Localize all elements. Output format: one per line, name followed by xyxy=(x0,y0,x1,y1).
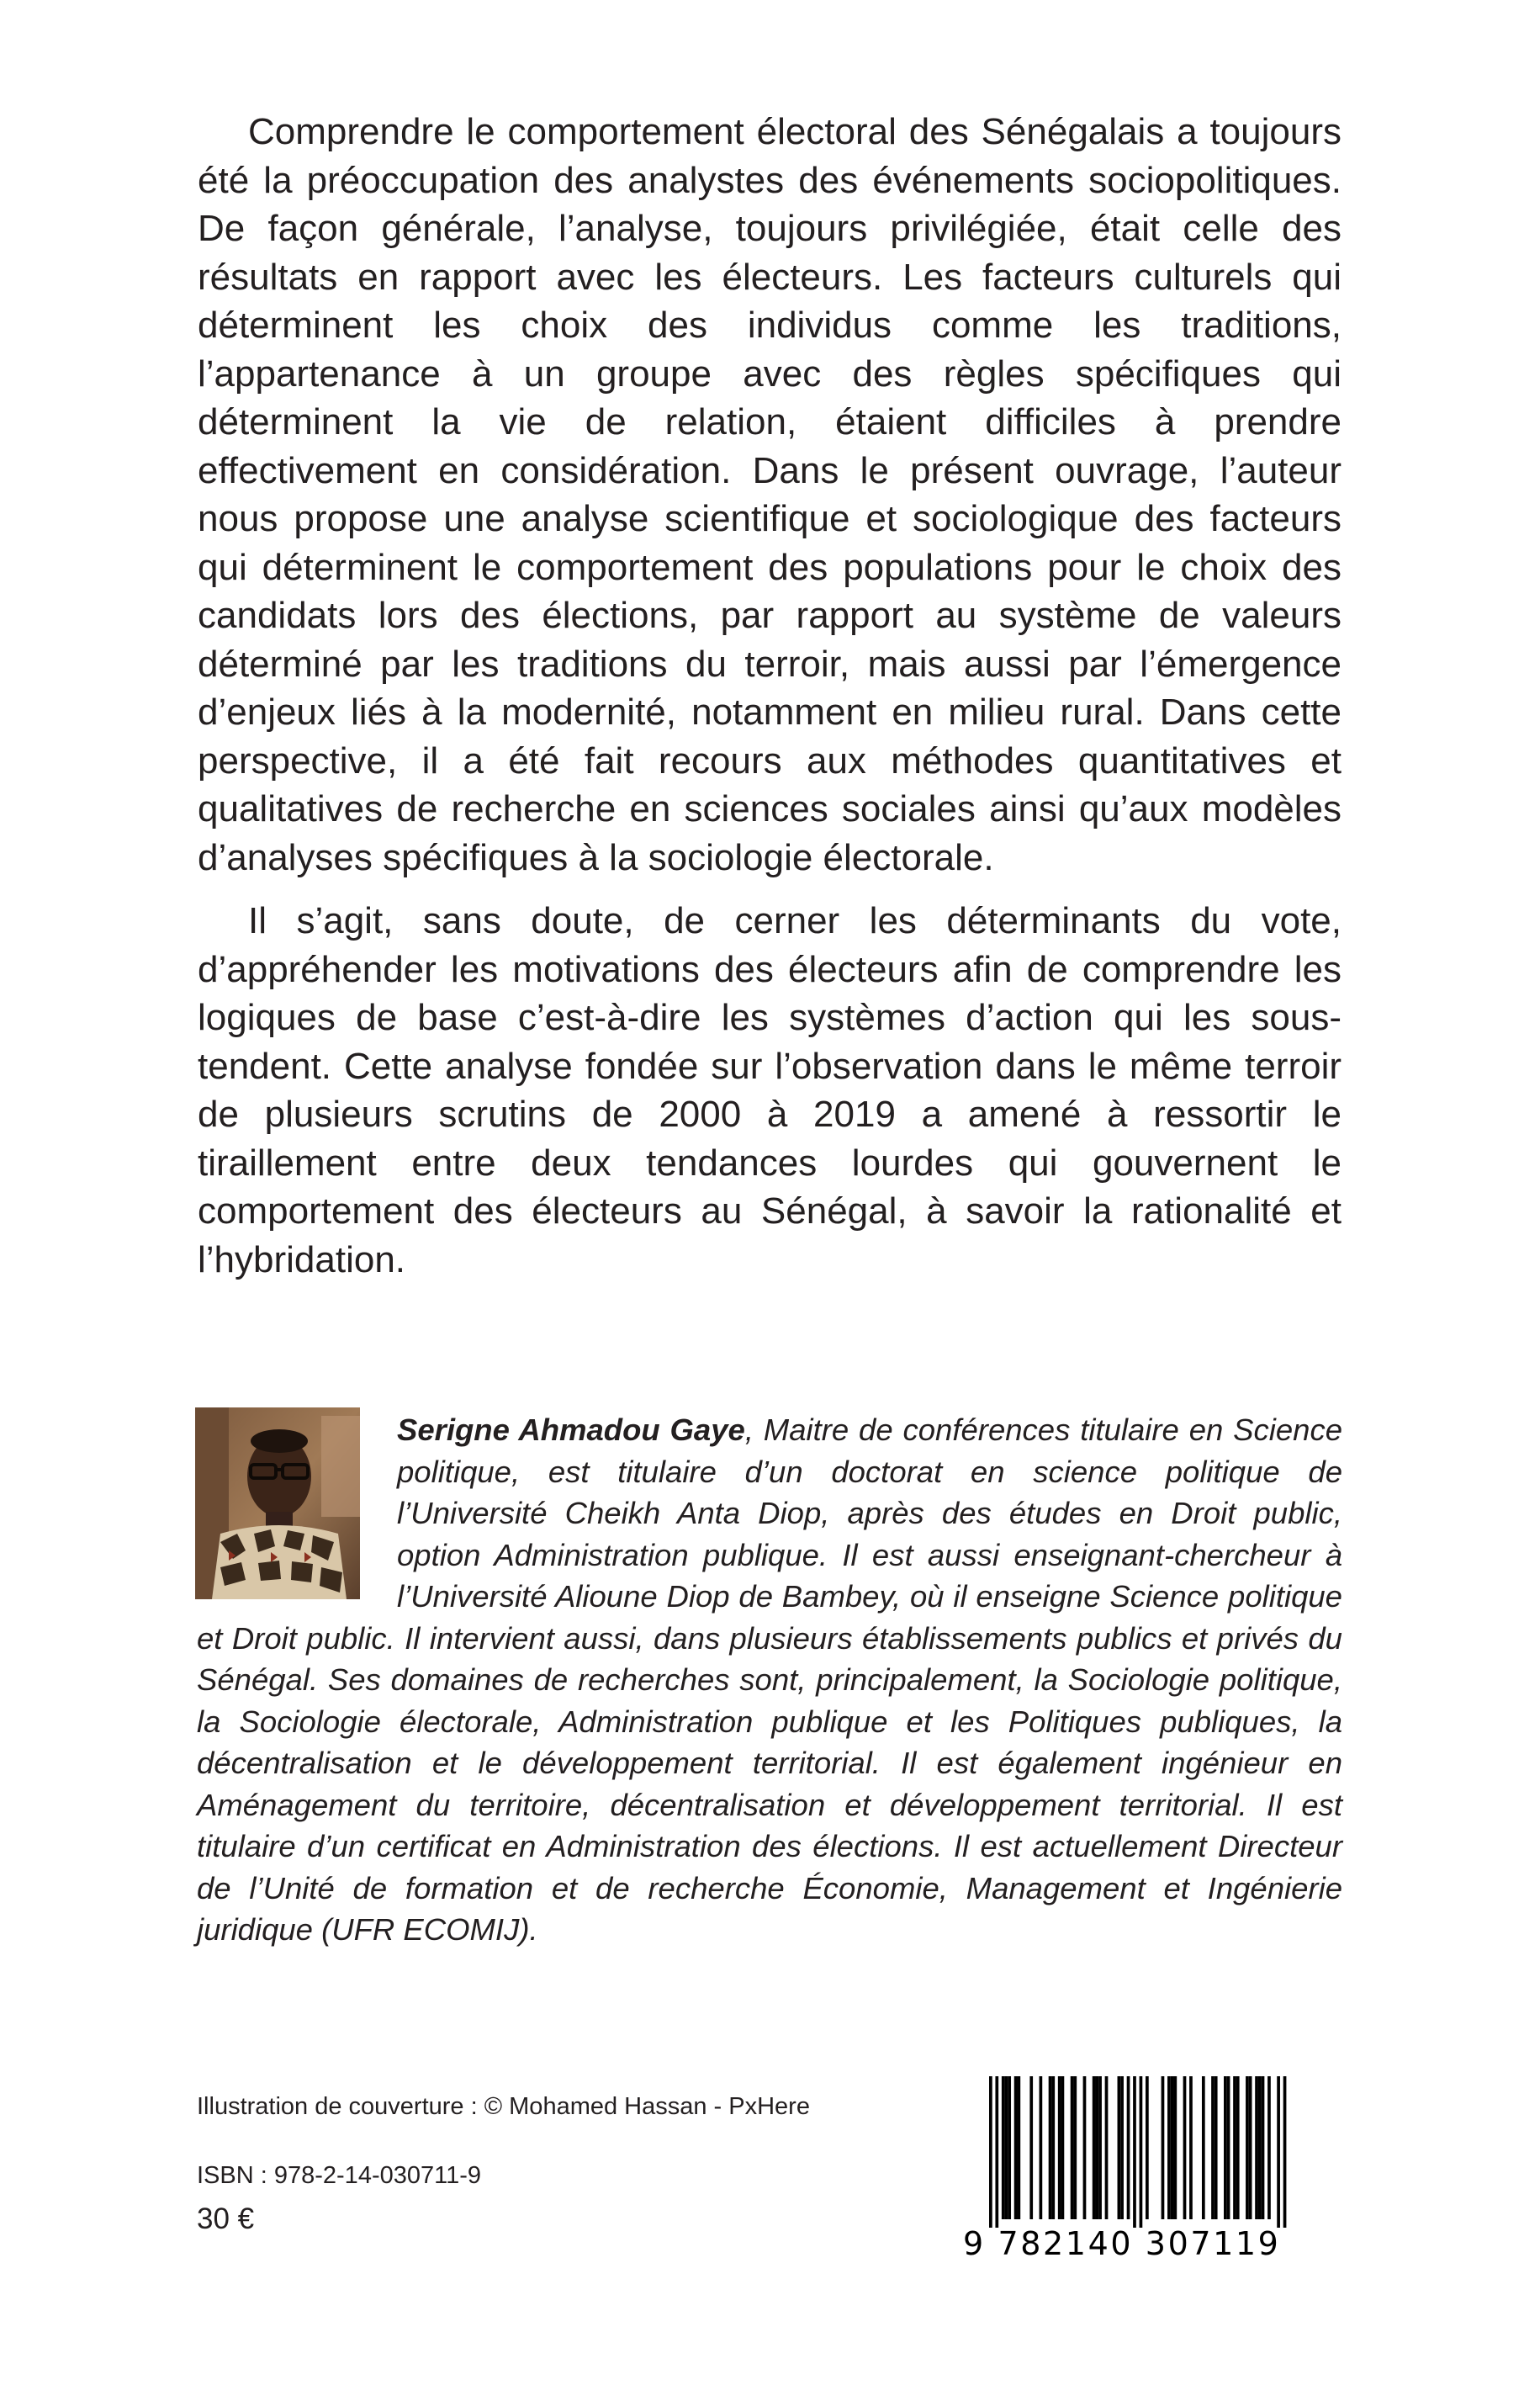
barcode-bar xyxy=(1255,2076,1258,2219)
barcode-bar xyxy=(1162,2076,1165,2219)
barcode-bar xyxy=(1051,2076,1055,2219)
barcode-bar xyxy=(1127,2076,1130,2219)
barcode-bar xyxy=(1171,2076,1174,2219)
barcode-bar xyxy=(1058,2076,1061,2219)
barcode-bar xyxy=(1233,2076,1236,2219)
price: 30 € xyxy=(197,2202,255,2235)
barcode-bar xyxy=(1071,2076,1074,2219)
barcode-bar xyxy=(1008,2076,1011,2219)
barcode-bar xyxy=(1211,2076,1215,2219)
barcode-bar xyxy=(1002,2076,1005,2219)
summary-paragraph-1: Comprendre le comportement électoral des Sénégalais a toujours été la préoccupation des analystes des événements sociopolitiques. De façon générale, l’analyse, toujours privilégiée, était celle des résultats en rapport avec les électeurs. Les facteurs culturels qui déterminent les choix des individus comme les traditions, l’appartenance à un groupe avec des règles spécifiques qui déterminent la vie de relation, étaient difficiles à prendre effectivement en considération. Dans le présent ouvrage, l’auteur nous propose une analyse scientifique et sociologique des facteurs qui déterminent le comportement des populations pour le choix des candidats lors des élections, par rapport au système de valeurs déterminé par les traditions du terroir, mais aussi par l’émergence d’enjeux liés à la modernité, notamment en milieu rural. Dans cette perspective, il a été fait recours aux méthodes quantitatives et qualitatives de recherche en sciences sociales ainsi qu’aux modèles d’analyses spécifiques à la sociologie électorale. xyxy=(198,111,1342,878)
barcode-bar xyxy=(1227,2076,1230,2219)
barcode-bar xyxy=(1167,2076,1171,2219)
author-name: Serigne Ahmadou Gaye xyxy=(397,1412,745,1447)
barcode-bar xyxy=(1093,2076,1096,2219)
barcode-bar xyxy=(1029,2076,1033,2219)
barcode-bar xyxy=(1267,2076,1271,2219)
barcode-bar xyxy=(1118,2076,1121,2219)
barcode-bar xyxy=(1224,2076,1227,2219)
barcode-bar xyxy=(1049,2076,1052,2219)
barcode xyxy=(953,2076,1315,2263)
barcode-bar xyxy=(1040,2076,1043,2219)
barcode-bar xyxy=(1095,2076,1098,2219)
barcode-bar xyxy=(1215,2076,1218,2219)
barcode-bar xyxy=(1073,2076,1077,2219)
barcode-bar xyxy=(1189,2076,1193,2219)
barcode-bar xyxy=(1258,2076,1262,2219)
barcode-bar xyxy=(1262,2076,1265,2219)
barcode-bar xyxy=(1183,2076,1187,2219)
barcode-bar xyxy=(1005,2076,1008,2219)
barcode-bar xyxy=(1249,2076,1252,2219)
author-bio-text: , Maitre de conférences titulaire en Science politique, est titulaire d’un doctorat en science politique de l’Université Cheikh Anta Diop, après des études en Droit public, option Administration publique. Il est aussi enseignant-chercheur à l’Université Alioune Diop de Bambey, où il enseigne Science politique et Droit public. Il intervient aussi, dans plusieurs établissements publics et privés du Sénégal. Ses domaines de recherches sont, principalement, la Sociologie politique, la Sociologie électorale, Administration publique et les Politiques publiques, la décentralisation et le développement territorial. Il est également ingénieur en Aménagement du territoire, décentralisation et développement territorial. Il est titulaire d’un certificat en Administration des élections. Il est actuellement Directeur de l’Unité de formation et de recherche Économie, Management et Ingénierie juridique (UFR ECOMIJ). xyxy=(197,1412,1342,1947)
author-bio xyxy=(197,1409,1342,1951)
isbn: ISBN : 978-2-14-030711-9 xyxy=(197,2162,482,2189)
barcode-guard-bar xyxy=(1133,2076,1136,2228)
barcode-bars xyxy=(953,2076,1315,2228)
barcode-bar xyxy=(1017,2076,1020,2219)
barcode-bar xyxy=(1120,2076,1124,2219)
barcode-bar xyxy=(1083,2076,1087,2219)
barcode-bar xyxy=(1105,2076,1109,2219)
barcode-bar xyxy=(1236,2076,1240,2219)
barcode-bar xyxy=(1014,2076,1018,2219)
photo-spacer xyxy=(197,1409,397,1604)
barcode-bar xyxy=(1146,2076,1149,2219)
barcode-guard-bar xyxy=(989,2076,992,2228)
summary-paragraph-2: Il s’agit, sans doute, de cerner les déterminants du vote, d’appréhender les motivations des électeurs afin de comprendre les logiques de base c’est-à-dire les systèmes d’action qui les sous-tendent. Cette analyse fondée sur l’observation dans le même terroir de plusieurs scrutins de 2000 à 2019 a amené à ressortir le tiraillement entre deux tendances lourdes qui gouvernent le comportement des électeurs au Sénégal, à savoir la rationalité et l’hybridation. xyxy=(198,900,1342,1280)
barcode-guard-bar xyxy=(1277,2076,1280,2228)
illustration-credit: Illustration de couverture : © Mohamed Hassan - PxHere xyxy=(197,2093,810,2120)
barcode-bar xyxy=(1246,2076,1249,2219)
barcode-guard-bar xyxy=(1283,2076,1287,2228)
barcode-bar xyxy=(1173,2076,1177,2219)
barcode-bar xyxy=(1098,2076,1102,2219)
barcode-guard-bar xyxy=(1140,2076,1143,2228)
barcode-bar xyxy=(1061,2076,1065,2219)
barcode-guard-bar xyxy=(995,2076,998,2228)
barcode-bar xyxy=(1202,2076,1205,2219)
barcode-digits: 9 782140 307119 xyxy=(963,2225,1281,2262)
